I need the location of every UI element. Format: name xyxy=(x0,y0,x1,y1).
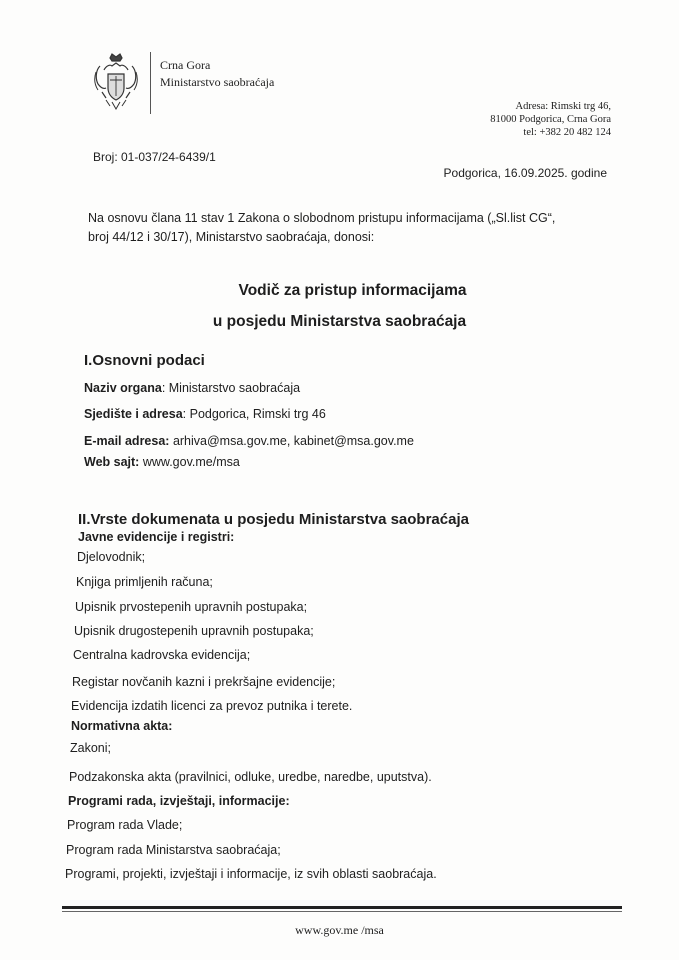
registri-heading: Javne evidencije i registri: xyxy=(78,530,235,544)
list-item: Zakoni; xyxy=(70,741,111,755)
field-label: Web sajt: xyxy=(84,455,140,469)
field-naziv-organa xyxy=(84,381,300,395)
intro-line-2: broj 44/12 i 30/17), Ministarstvo saobraćaja, donosi: xyxy=(88,230,375,244)
document-number: Broj: 01-037/24-6439/1 xyxy=(93,150,216,164)
header-ministry: Ministarstvo saobraćaja xyxy=(160,75,275,89)
programi-heading: Programi rada, izvještaji, informacije: xyxy=(68,794,290,808)
list-item: Program rada Vlade; xyxy=(67,818,183,832)
list-item: Upisnik drugostepenih upravnih postupaka; xyxy=(74,624,314,638)
document-title-line1: Vodič za pristup informacijama xyxy=(238,282,467,299)
field-email xyxy=(84,434,414,448)
header-phone: tel: +382 20 482 124 xyxy=(523,127,611,138)
list-item: Programi, projekti, izvještaji i informacije, iz svih oblasti saobraćaja. xyxy=(65,867,437,881)
list-item: Program rada Ministarstva saobraćaja; xyxy=(66,843,281,857)
field-label: Sjedište i adresa xyxy=(84,407,183,421)
field-value: : Podgorica, Rimski trg 46 xyxy=(182,407,326,421)
list-item: Registar novčanih kazni i prekršajne evidencije; xyxy=(72,675,336,689)
intro-paragraph xyxy=(88,209,618,247)
list-item: Djelovodnik; xyxy=(77,550,146,564)
header-country: Crna Gora xyxy=(160,58,211,72)
list-item: Upisnik prvostepenih upravnih postupaka; xyxy=(75,600,308,614)
footer-rule xyxy=(62,906,622,909)
field-value: arhiva@msa.gov.me, kabinet@msa.gov.me xyxy=(169,434,414,448)
coat-of-arms-icon xyxy=(92,52,140,112)
field-web xyxy=(84,455,240,469)
field-value: www.gov.me/msa xyxy=(139,455,240,469)
akta-heading: Normativna akta: xyxy=(71,719,173,733)
list-item: Centralna kadrovska evidencija; xyxy=(73,648,251,662)
header-address-line2: 81000 Podgorica, Crna Gora xyxy=(490,114,611,125)
list-item: Podzakonska akta (pravilnici, odluke, uredbe, naredbe, uputstva). xyxy=(69,770,432,784)
header-divider xyxy=(150,52,151,114)
field-value: : Ministarstvo saobraćaja xyxy=(161,381,301,395)
place-date: Podgorica, 16.09.2025. godine xyxy=(443,166,607,180)
list-item: Knjiga primljenih računa; xyxy=(76,575,213,589)
header-address-line1: Adresa: Rimski trg 46, xyxy=(515,101,611,112)
document-title-line2: u posjedu Ministarstva saobraćaja xyxy=(212,313,467,330)
field-label: E-mail adresa: xyxy=(84,434,170,448)
footer-rule-thin xyxy=(62,911,622,912)
intro-line-1: Na osnovu člana 11 stav 1 Zakona o slobodnom pristupu informacijama („Sl.list CG“, xyxy=(88,211,556,225)
field-label: Naziv organa xyxy=(84,381,162,395)
footer-url: www.gov.me /msa xyxy=(295,923,384,937)
section-2-heading: II.Vrste dokumenata u posjedu Ministarstva saobraćaja xyxy=(78,511,469,528)
section-1-heading: I.Osnovni podaci xyxy=(84,352,205,369)
field-sjediste xyxy=(84,407,326,421)
list-item: Evidencija izdatih licenci za prevoz putnika i terete. xyxy=(71,699,353,713)
